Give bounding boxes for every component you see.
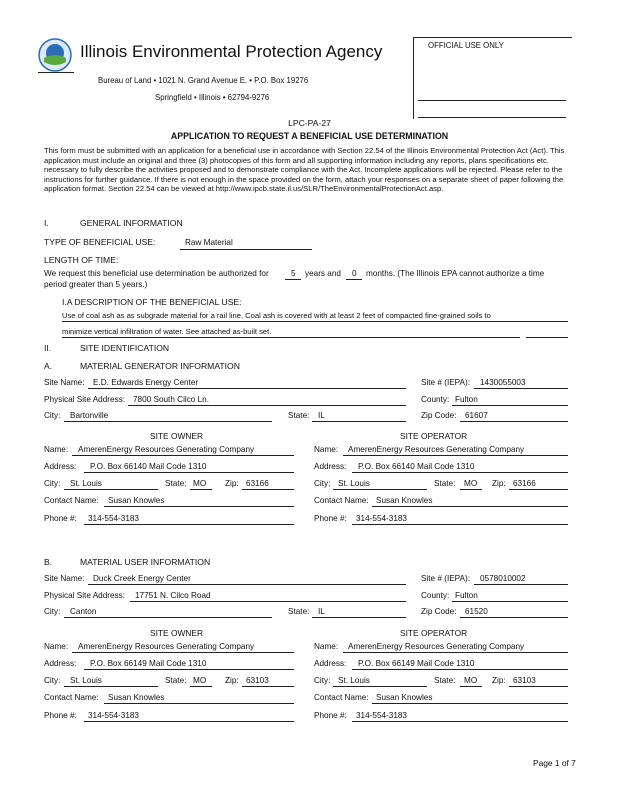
form-number: LPC-PA-27: [288, 118, 331, 128]
gen-county-label: County:: [421, 395, 450, 404]
gen-operator-state[interactable]: MO: [464, 479, 478, 488]
user-operator-phone-line: [352, 721, 568, 722]
user-operator-phone[interactable]: 314-554-3183: [356, 711, 407, 720]
gen-operator-contact[interactable]: Susan Knowles: [376, 496, 433, 505]
user-owner-contact[interactable]: Susan Knowles: [108, 693, 165, 702]
gen-state[interactable]: IL: [318, 411, 325, 420]
description-line-2[interactable]: minimize vertical infiltration of water. See attached as-built set.: [62, 327, 272, 336]
description-rule-3: [526, 337, 568, 338]
generator-heading: MATERIAL GENERATOR INFORMATION: [80, 361, 240, 371]
generator-number: A.: [44, 361, 53, 371]
page-number: Page 1 of 7: [533, 758, 576, 768]
gen-phys-label: Physical Site Address:: [44, 395, 126, 404]
gen-operator-zip-label: Zip:: [492, 479, 506, 488]
description-heading: I.A DESCRIPTION OF THE BENEFICIAL USE:: [62, 297, 242, 307]
user-operator-contact[interactable]: Susan Knowles: [376, 693, 433, 702]
user-operator-heading: SITE OPERATOR: [400, 628, 468, 638]
user-owner-contact-label: Contact Name:: [44, 693, 99, 702]
user-owner-state-line: [190, 686, 212, 687]
description-rule-1: [62, 321, 568, 322]
gen-owner-state-label: State:: [165, 479, 187, 488]
user-site-name-line: [88, 584, 406, 585]
length-text-a: We request this beneficial use determination be authorized for: [44, 269, 269, 278]
user-operator-contact-label: Contact Name:: [314, 693, 369, 702]
user-operator-city-line: [333, 686, 427, 687]
gen-owner-name-label: Name:: [44, 445, 69, 454]
gen-city-line: [64, 421, 272, 422]
gen-city[interactable]: Bartonville: [70, 411, 109, 420]
agency-logo: [38, 38, 72, 72]
user-owner-phone-label: Phone #:: [44, 711, 77, 720]
gen-operator-contact-line: [372, 506, 568, 507]
gen-site-no[interactable]: 1430055003: [480, 378, 526, 387]
gen-operator-heading: SITE OPERATOR: [400, 431, 468, 441]
length-label: LENGTH OF TIME:: [44, 255, 119, 265]
gen-operator-zip[interactable]: 63166: [513, 479, 536, 488]
gen-owner-contact-line: [104, 506, 294, 507]
gen-operator-name[interactable]: AmerenEnergy Resources Generating Company: [348, 445, 525, 454]
months-line: [346, 279, 362, 280]
gen-owner-phone-label: Phone #:: [44, 514, 77, 523]
gen-operator-addr-label: Address:: [314, 462, 347, 471]
gen-operator-state-label: State:: [434, 479, 456, 488]
user-operator-city-label: City:: [314, 676, 331, 685]
user-phys[interactable]: 17751 N. Cilco Road: [135, 591, 211, 600]
user-operator-name-label: Name:: [314, 642, 339, 651]
gen-owner-city-line: [64, 489, 158, 490]
gen-owner-addr-label: Address:: [44, 462, 77, 471]
user-county[interactable]: Fulton: [455, 591, 478, 600]
official-use-label: OFFICIAL USE ONLY: [428, 41, 504, 50]
user-owner-name-line: [72, 652, 294, 653]
gen-owner-heading: SITE OWNER: [150, 431, 204, 441]
user-owner-addr-label: Address:: [44, 659, 77, 668]
user-operator-city[interactable]: St. Louis: [338, 676, 370, 685]
user-phys-line: [130, 601, 406, 602]
type-value[interactable]: Raw Material: [185, 238, 233, 247]
user-owner-state-label: State:: [165, 676, 187, 685]
user-operator-zip-label: Zip:: [492, 676, 506, 685]
gen-operator-state-line: [460, 489, 482, 490]
years-line: [285, 279, 301, 280]
user-owner-state[interactable]: MO: [193, 676, 207, 685]
user-owner-heading: SITE OWNER: [150, 628, 204, 638]
gen-operator-zip-line: [509, 489, 568, 490]
gen-operator-phone-line: [352, 524, 568, 525]
user-city-label: City:: [44, 607, 61, 616]
user-state-label: State:: [288, 607, 310, 616]
gen-site-no-line: [474, 388, 568, 389]
gen-operator-addr-line: [352, 472, 568, 473]
user-operator-state-line: [460, 686, 482, 687]
section-2-heading: SITE IDENTIFICATION: [80, 343, 170, 353]
user-owner-zip[interactable]: 63103: [246, 676, 269, 685]
gen-state-label: State:: [288, 411, 310, 420]
gen-owner-city[interactable]: St. Louis: [70, 479, 102, 488]
gen-owner-state-line: [190, 489, 212, 490]
gen-operator-phone[interactable]: 314-554-3183: [356, 514, 407, 523]
user-zip[interactable]: 61520: [465, 607, 488, 616]
user-owner-name-label: Name:: [44, 642, 69, 651]
user-zip-line: [460, 617, 568, 618]
user-owner-zip-line: [242, 686, 294, 687]
description-rule-2: [62, 337, 520, 338]
user-phys-label: Physical Site Address:: [44, 591, 126, 600]
section-1-number: I.: [44, 218, 49, 228]
user-owner-phone[interactable]: 314-554-3183: [88, 711, 139, 720]
gen-county-line: [452, 405, 568, 406]
gen-operator-addr[interactable]: P.O. Box 66140 Mail Code 1310: [358, 462, 475, 471]
address-line-2: Springfield • Illinois • 62794-9276: [155, 93, 270, 102]
section-1-heading: GENERAL INFORMATION: [80, 218, 183, 228]
gen-owner-name[interactable]: AmerenEnergy Resources Generating Company: [78, 445, 255, 454]
gen-phys[interactable]: 7800 South Cilco Ln.: [133, 395, 210, 404]
gen-city-label: City:: [44, 411, 61, 420]
user-owner-name[interactable]: AmerenEnergy Resources Generating Company: [78, 642, 255, 651]
user-operator-phone-label: Phone #:: [314, 711, 347, 720]
gen-owner-phone-line: [84, 524, 294, 525]
user-number: B.: [44, 557, 53, 567]
gen-site-name-label: Site Name:: [44, 378, 85, 387]
gen-owner-addr-line: [84, 472, 294, 473]
user-county-line: [452, 601, 568, 602]
user-owner-city[interactable]: St. Louis: [70, 676, 102, 685]
user-operator-addr-line: [352, 669, 568, 670]
gen-operator-name-label: Name:: [314, 445, 339, 454]
user-city[interactable]: Canton: [70, 607, 97, 616]
user-owner-city-label: City:: [44, 676, 61, 685]
gen-zip-label: Zip Code:: [421, 411, 457, 420]
user-site-no-label: Site # (IEPA):: [421, 574, 470, 583]
gen-owner-city-label: City:: [44, 479, 61, 488]
user-operator-name-line: [343, 652, 568, 653]
gen-owner-state[interactable]: MO: [193, 479, 207, 488]
gen-site-name[interactable]: E.D. Edwards Energy Center: [93, 378, 199, 387]
form-title: APPLICATION TO REQUEST A BENEFICIAL USE DETERMINATION: [170, 131, 449, 141]
user-state[interactable]: IL: [318, 607, 325, 616]
agency-name: Illinois Environmental Protection Agency: [80, 42, 383, 61]
user-site-no-line: [474, 584, 568, 585]
length-text-b: months. (The Illinois EPA cannot authorize a time: [366, 269, 545, 278]
months-value[interactable]: 0: [352, 269, 357, 278]
user-site-name[interactable]: Duck Creek Energy Center: [93, 574, 191, 583]
form-intro: This form must be submitted with an application for a beneficial use in accordance with Section 22.54 of the Illinois Environmental Protection Act (Act). This application must include an original and three (3) photocopies of this form and all supporting information including any reports, plans specifications etc. necessary to fully describe the activities proposed and to demonstrate compliance with the Act. Incomplete applications will be rejected. Please refer to the instructions for further guidance. If there is not enough in the space provided on the form, attach your responses on a separate sheet of paper following the application format. Section 22.54 can be viewed at http://www.ipcb.state.il.us/SLR/TheEnvironmentalProtectionAct.asp.: [44, 146, 565, 194]
user-operator-name[interactable]: AmerenEnergy Resources Generating Company: [348, 642, 525, 651]
user-operator-state[interactable]: MO: [464, 676, 478, 685]
gen-site-no-label: Site # (IEPA):: [421, 378, 470, 387]
logo-underline: [38, 72, 74, 73]
years-label: years and: [305, 269, 341, 278]
gen-owner-zip[interactable]: 63166: [246, 479, 269, 488]
gen-zip-line: [460, 421, 568, 422]
gen-operator-city-line: [333, 489, 427, 490]
user-owner-contact-line: [104, 703, 294, 704]
user-operator-addr-label: Address:: [314, 659, 347, 668]
user-county-label: County:: [421, 591, 450, 600]
type-line: [180, 249, 312, 250]
user-heading: MATERIAL USER INFORMATION: [80, 557, 211, 567]
years-value[interactable]: 5: [291, 269, 296, 278]
user-owner-addr[interactable]: P.O. Box 66149 Mail Code 1310: [90, 659, 207, 668]
section-2-number: II.: [44, 343, 52, 353]
gen-owner-name-line: [72, 455, 294, 456]
gen-state-line: [312, 421, 406, 422]
user-state-line: [312, 617, 406, 618]
gen-operator-name-line: [343, 455, 568, 456]
address-line-1: Bureau of Land • 1021 N. Grand Avenue E. • P.O. Box 19276: [98, 76, 309, 85]
type-label: TYPE OF BENEFICIAL USE:: [44, 237, 156, 247]
gen-operator-contact-label: Contact Name:: [314, 496, 369, 505]
gen-owner-zip-label: Zip:: [225, 479, 239, 488]
gen-owner-addr[interactable]: P.O. Box 66140 Mail Code 1310: [90, 462, 207, 471]
gen-owner-contact[interactable]: Susan Knowles: [108, 496, 165, 505]
gen-zip[interactable]: 61607: [465, 411, 488, 420]
gen-operator-city-label: City:: [314, 479, 331, 488]
gen-owner-zip-line: [242, 489, 294, 490]
user-owner-addr-line: [84, 669, 294, 670]
user-owner-zip-label: Zip:: [225, 676, 239, 685]
user-owner-city-line: [64, 686, 158, 687]
gen-phys-line: [128, 405, 406, 406]
user-operator-state-label: State:: [434, 676, 456, 685]
user-operator-zip-line: [509, 686, 568, 687]
user-operator-addr[interactable]: P.O. Box 66149 Mail Code 1310: [358, 659, 475, 668]
description-line-1[interactable]: Use of coal ash as as subgrade material for a rail line. Coal ash is covered with at least 2 feet of compacted fine-grained soils to: [62, 311, 491, 320]
gen-owner-contact-label: Contact Name:: [44, 496, 99, 505]
user-operator-contact-line: [372, 703, 568, 704]
user-site-name-label: Site Name:: [44, 574, 85, 583]
user-zip-label: Zip Code:: [421, 607, 457, 616]
user-city-line: [64, 617, 272, 618]
gen-site-name-line: [88, 388, 406, 389]
user-owner-phone-line: [84, 721, 294, 722]
gen-operator-city[interactable]: St. Louis: [338, 479, 370, 488]
length-text-c: period greater than 5 years.): [44, 280, 148, 289]
user-site-no[interactable]: 0578010002: [480, 574, 526, 583]
user-operator-zip[interactable]: 63103: [513, 676, 536, 685]
gen-county[interactable]: Fulton: [455, 395, 478, 404]
gen-owner-phone[interactable]: 314-554-3183: [88, 514, 139, 523]
official-use-line-1: [418, 100, 566, 101]
gen-operator-phone-label: Phone #:: [314, 514, 347, 523]
